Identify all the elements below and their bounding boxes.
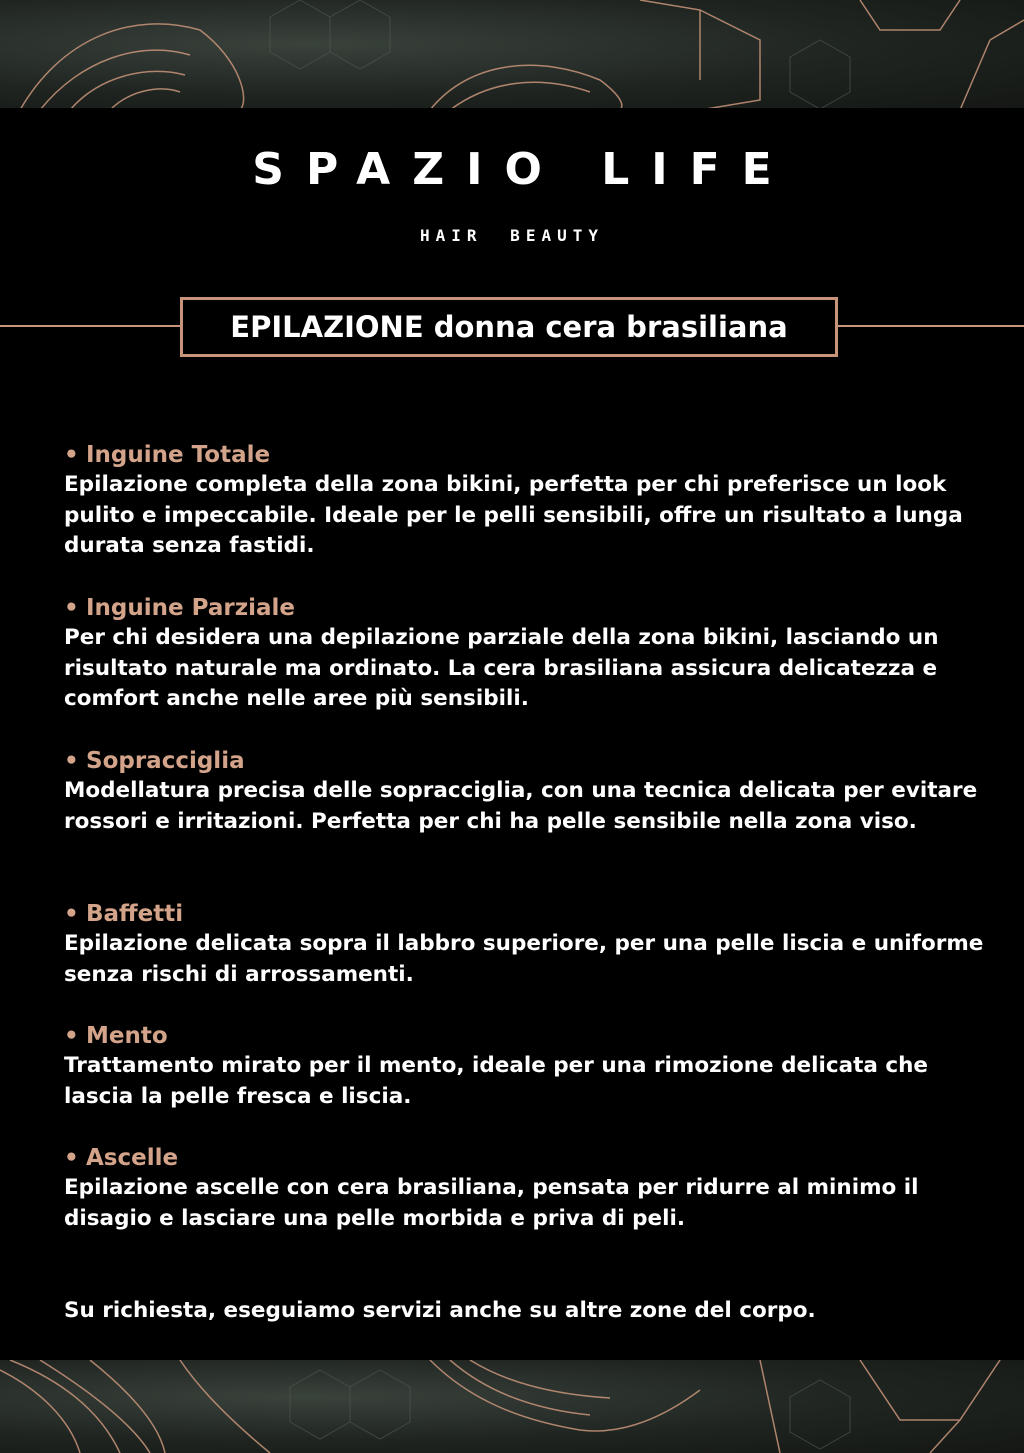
heading-rule-left: [0, 325, 182, 327]
leaf-pattern-bottom: [0, 1360, 1024, 1453]
service-item: [64, 899, 984, 990]
service-title-text: Mento: [86, 1023, 168, 1049]
service-description: Epilazione completa della zona bikini, perfetta per chi preferisce un look pulito e impeccabile. Ideale per le pelli sensibili, offre un risultato a lunga durata senza fastidi.: [64, 472, 963, 558]
section-heading: EPILAZIONE donna cera brasiliana: [230, 310, 788, 344]
bullet-icon: •: [64, 748, 79, 774]
service-description: Trattamento mirato per il mento, ideale per una rimozione delicata che lascia la pelle fresca e liscia.: [64, 1053, 928, 1109]
service-title-text: Inguine Parziale: [86, 595, 296, 621]
brand-logo-text: SPAZIO LIFE: [252, 144, 794, 195]
service-description: Per chi desidera una depilazione parziale della zona bikini, lasciando un risultato naturale ma ordinato. La cera brasiliana assicura delicatezza e comfort anche nelle aree più sensibili.: [64, 625, 939, 711]
service-item: [64, 1021, 984, 1112]
service-item: [64, 593, 984, 715]
service-title-text: Ascelle: [86, 1145, 179, 1171]
service-title: [64, 746, 984, 776]
brand-tagline: HAIR BEAUTY: [420, 226, 604, 245]
decorative-leaf-band-top: [0, 0, 1024, 110]
leaf-pattern-top: [0, 0, 1024, 110]
service-item: [64, 1143, 984, 1234]
decorative-leaf-band-bottom: [0, 1360, 1024, 1453]
service-title: [64, 899, 984, 929]
service-description: Epilazione ascelle con cera brasiliana, pensata per ridurre al minimo il disagio e lasciare una pelle morbida e priva di peli.: [64, 1175, 919, 1231]
service-item: [64, 440, 984, 562]
bullet-icon: •: [64, 595, 79, 621]
heading-rule-right: [838, 325, 1024, 327]
service-title-text: Baffetti: [86, 901, 184, 927]
footer-note: Su richiesta, eseguiamo servizi anche su altre zone del corpo.: [64, 1298, 816, 1323]
bullet-icon: •: [64, 1023, 79, 1049]
service-title: [64, 440, 984, 470]
service-title-text: Inguine Totale: [86, 442, 271, 468]
service-title: [64, 593, 984, 623]
service-title-text: Sopracciglia: [86, 748, 245, 774]
bullet-icon: •: [64, 442, 79, 468]
bullet-icon: •: [64, 1145, 79, 1171]
service-description: Epilazione delicata sopra il labbro superiore, per una pelle liscia e uniforme senza rischi di arrossamenti.: [64, 931, 984, 987]
service-title: [64, 1143, 984, 1173]
bullet-icon: •: [64, 901, 79, 927]
service-item: [64, 746, 984, 837]
service-description: Modellatura precisa delle sopracciglia, con una tecnica delicata per evitare rossori e irritazioni. Perfetta per chi ha pelle sensibile nella zona viso.: [64, 778, 978, 834]
service-title: [64, 1021, 984, 1051]
section-heading-box: [180, 297, 838, 357]
